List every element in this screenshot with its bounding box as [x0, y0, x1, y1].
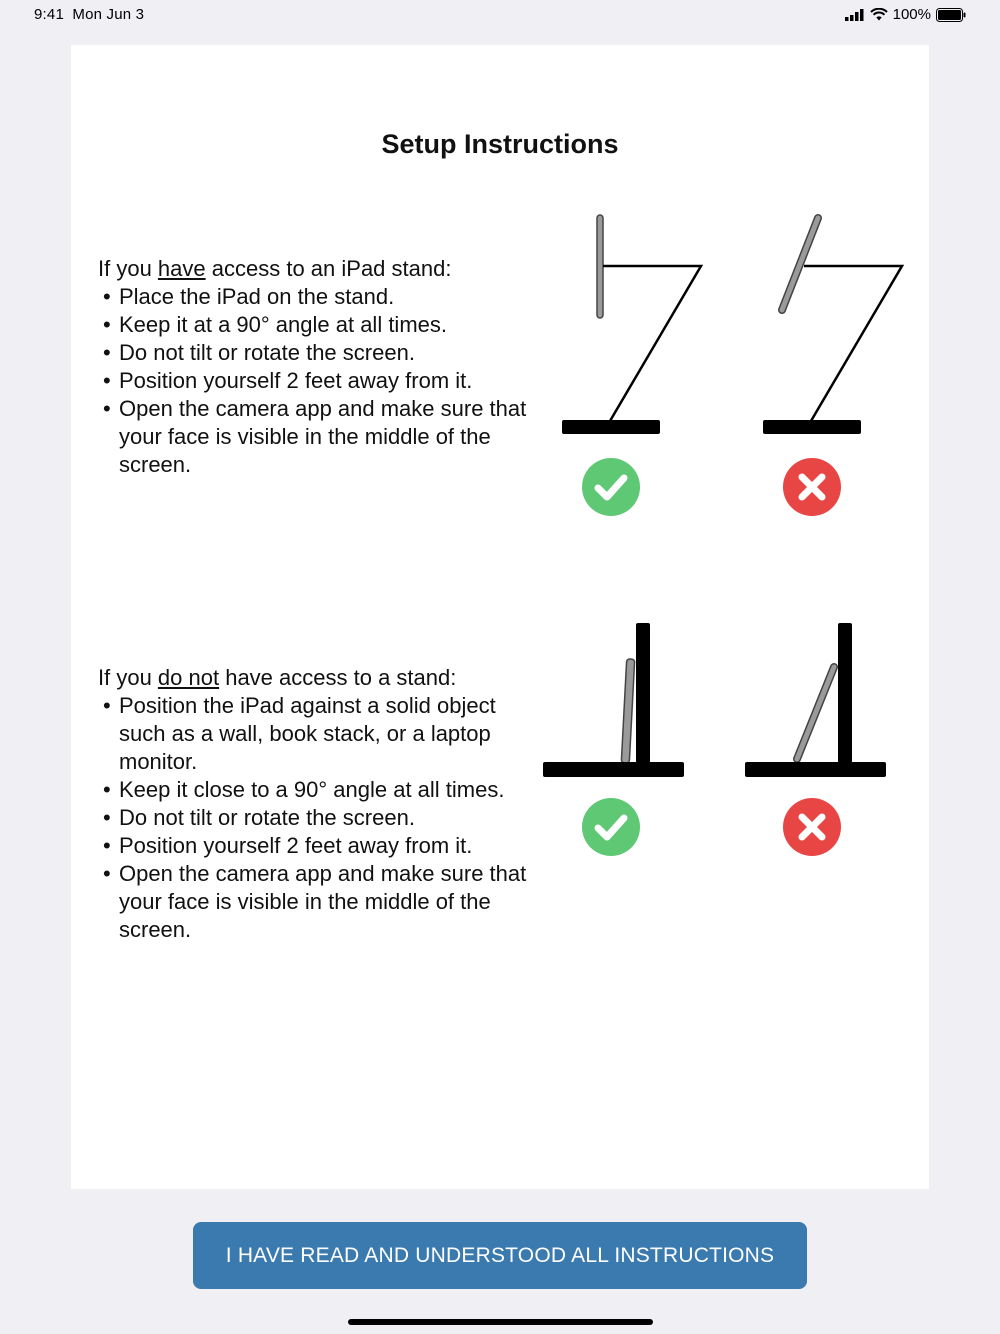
- no-stand-list-item: • Position yourself 2 feet away from it.: [98, 832, 538, 860]
- page-title: Setup Instructions: [381, 129, 619, 159]
- instructions-card: [71, 45, 929, 1189]
- no-stand-intro-after: have access to a stand:: [219, 665, 457, 690]
- no-stand-instructions: [98, 664, 538, 944]
- stand-list-item: • Place the iPad on the stand.: [98, 283, 538, 311]
- no-stand-intro: [98, 664, 538, 692]
- check-circle-icon: [582, 798, 640, 856]
- confirm-instructions-button[interactable]: I HAVE READ AND UNDERSTOOD ALL INSTRUCTIONS: [193, 1222, 807, 1289]
- status-date: Mon Jun 3: [72, 6, 145, 23]
- no-stand-list: [98, 692, 538, 944]
- stand-list-item: • Open the camera app and make sure that your face is visible in the middle of the screen.: [98, 395, 538, 479]
- wall-upright-illustration: [541, 621, 691, 781]
- status-indicators: [845, 6, 966, 23]
- x-circle-icon: [783, 798, 841, 856]
- stand-tilted-illustration: [760, 211, 905, 441]
- stand-intro-before: If you: [98, 256, 158, 281]
- home-indicator[interactable]: [348, 1319, 653, 1325]
- stand-list: [98, 283, 538, 479]
- stand-list-item: • Position yourself 2 feet away from it.: [98, 367, 538, 395]
- wall-tilted-illustration: [743, 621, 893, 781]
- status-bar: [0, 0, 1000, 30]
- stand-intro: [98, 255, 538, 283]
- stand-intro-emphasis: have: [157, 256, 206, 281]
- wifi-icon: [870, 8, 888, 21]
- no-stand-intro-emphasis: do not: [157, 665, 220, 690]
- cellular-signal-icon: [845, 9, 865, 21]
- x-circle-icon: [783, 458, 841, 516]
- stand-intro-after: access to an iPad stand:: [205, 256, 452, 281]
- no-stand-intro-before: If you: [98, 665, 158, 690]
- battery-percent: 100%: [892, 6, 931, 23]
- battery-icon: [936, 8, 966, 22]
- status-clock: 9:41: [34, 6, 64, 23]
- check-circle-icon: [582, 458, 640, 516]
- stand-list-item: • Keep it at a 90° angle at all times.: [98, 311, 538, 339]
- no-stand-list-item: • Position the iPad against a solid object such as a wall, book stack, or a laptop monitor.: [98, 692, 538, 776]
- no-stand-list-item: • Do not tilt or rotate the screen.: [98, 804, 538, 832]
- stand-upright-illustration: [559, 211, 704, 441]
- status-time: [34, 6, 144, 23]
- stand-list-item: • Do not tilt or rotate the screen.: [98, 339, 538, 367]
- stand-instructions: [98, 255, 538, 479]
- no-stand-list-item: • Keep it close to a 90° angle at all times.: [98, 776, 538, 804]
- no-stand-list-item: • Open the camera app and make sure that your face is visible in the middle of the screen.: [98, 860, 538, 944]
